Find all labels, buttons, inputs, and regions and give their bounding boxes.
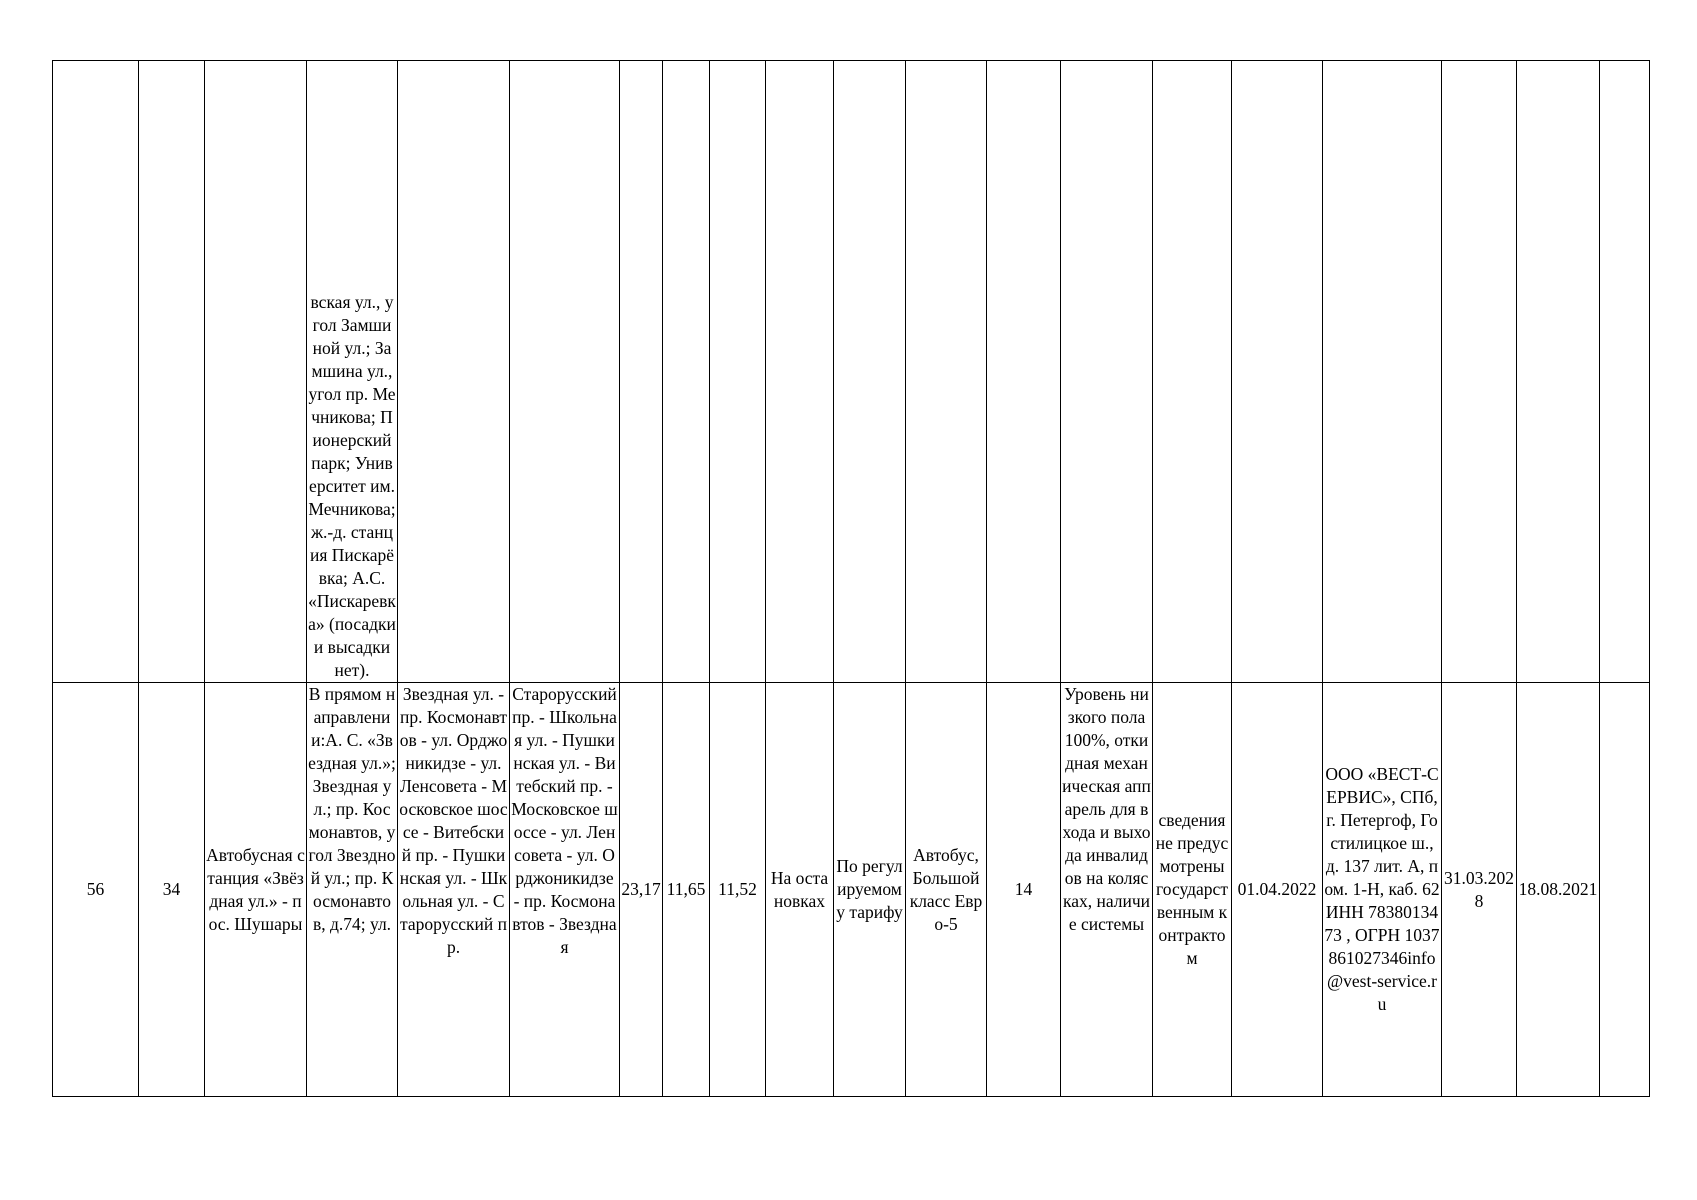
cell-empty: [620, 61, 663, 683]
cell-start-date: 01.04.2022: [1232, 683, 1323, 1097]
cell-empty: [1153, 61, 1232, 683]
cell-empty: [906, 61, 987, 683]
cell-empty: [1517, 61, 1600, 683]
cell-empty: [510, 61, 620, 683]
cell-empty: [663, 61, 710, 683]
cell-length-forward: 23,17: [620, 683, 663, 1097]
cell-vehicle-count: 14: [987, 683, 1061, 1097]
cell-vehicle: Автобус, Большой класс Евро-5: [906, 683, 987, 1097]
cell-streets-forward: Звездная ул. - пр. Космонавтов - ул. Орджоникидзе - ул. Ленсовета - Московское шоссе - Витебский пр. - Пушкинская ул. - Школьная ул. - Старорусский пр.: [398, 683, 510, 1097]
cell-empty: [1232, 61, 1323, 683]
cell-empty: [53, 61, 139, 683]
cell-empty: [766, 61, 834, 683]
routes-register-table: [52, 60, 1650, 1097]
cell-route-number: 34: [139, 683, 205, 1097]
cell-decision-date: 18.08.2021: [1517, 683, 1600, 1097]
cell-length-third: 11,52: [710, 683, 766, 1097]
cell-empty: [139, 61, 205, 683]
cell-stops: В прямом направлении:А. С. «Звездная ул.»; Звездная ул.; пр. Космонавтов, угол Звездной ул.; пр. Космонавтов, д.74; ул.: [307, 683, 398, 1097]
cell-empty: [834, 61, 906, 683]
cell-empty: [987, 61, 1061, 683]
cell-carrier: ООО «ВЕСТ-СЕРВИС», СПб, г. Петергоф, Гостилицкое ш., д. 137 лит. А, пом. 1-Н, каб. 62 ИНН 7838013473 , ОГРН 1037861027346info@vest-service.ru: [1323, 683, 1442, 1097]
cell-stops-continued: вская ул., угол Замшиной ул.; Замшина ул., угол пр. Мечникова; Пионерский парк; Университет им. Мечникова; ж.-д. станция Пискарёвка; А.С. «Пискаревка» (посадки и высадки нет).: [307, 61, 398, 683]
cell-empty: [1323, 61, 1442, 683]
cell-streets-backward: Старорусский пр. - Школьная ул. - Пушкинская ул. - Витебский пр. - Московское шоссе - ул. Ленсовета - ул. Орджоникидзе - пр. Космонавтов - Звездная: [510, 683, 620, 1097]
cell-contract-info: сведения не предусмотрены государственным контрактом: [1153, 683, 1232, 1097]
cell-empty: [398, 61, 510, 683]
table-row: [53, 683, 1650, 1097]
cell-length-backward: 11,65: [663, 683, 710, 1097]
cell-empty: [710, 61, 766, 683]
cell-route-name: Автобусная станция «Звёздная ул.» - пос. Шушары: [205, 683, 307, 1097]
cell-empty: [1061, 61, 1153, 683]
cell-tariff-type: По регулируемому тарифу: [834, 683, 906, 1097]
cell-last: [1600, 683, 1650, 1097]
cell-empty: [205, 61, 307, 683]
cell-boarding-order: На остановках: [766, 683, 834, 1097]
cell-empty: [1442, 61, 1517, 683]
cell-reg-number: 56: [53, 683, 139, 1097]
continuation-row: [53, 61, 1650, 683]
cell-empty: [1600, 61, 1650, 683]
cell-end-date: 31.03.2028: [1442, 683, 1517, 1097]
cell-vehicle-features: Уровень низкого пола 100%, откидная механическая аппарель для входа и выхода инвалидов на колясках, наличие системы: [1061, 683, 1153, 1097]
